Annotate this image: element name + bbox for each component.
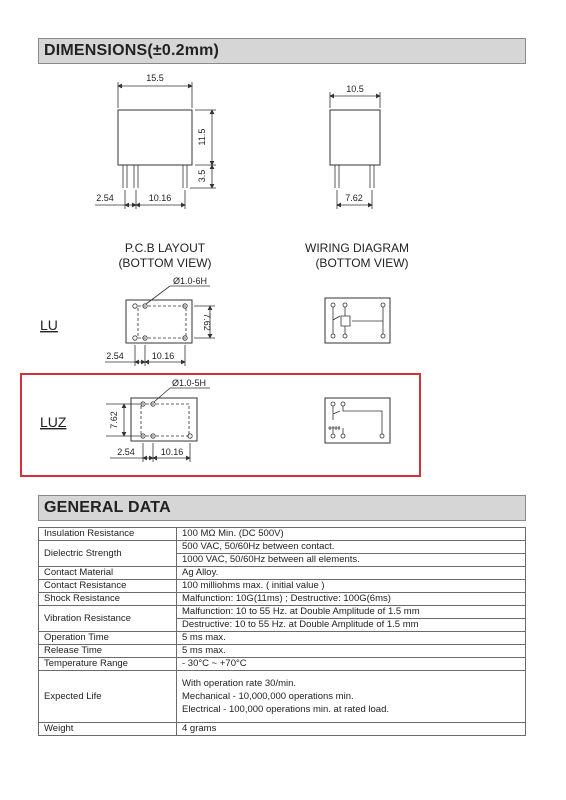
- table-row: [39, 632, 526, 645]
- wiring-diagram-title: WIRING DIAGRAM: [305, 241, 409, 255]
- luz-vert-label: 7.62: [109, 411, 119, 429]
- pcb-layout-title: P.C.B LAYOUT: [124, 241, 206, 255]
- spec-value: [177, 671, 526, 723]
- pcb-layout-subtitle: (BOTTOM VIEW): [118, 256, 212, 270]
- spec-value: [177, 593, 526, 606]
- spec-key: Release Time: [39, 645, 177, 658]
- table-row: [39, 658, 526, 671]
- spec-value-line: Destructive: 10 to 55 Hz. at Double Amplitude of 1.5 mm: [182, 619, 419, 630]
- table-row: [39, 580, 526, 593]
- lu-holes-label: Ø1.0-6H: [173, 276, 208, 286]
- spec-value-line: 100 milliohms max. ( initial value ): [182, 580, 325, 591]
- spec-key: Temperature Range: [39, 658, 177, 671]
- front-pitch1-label: 2.54: [96, 193, 114, 203]
- spec-value: [177, 723, 526, 736]
- spec-value: [177, 541, 526, 567]
- spec-key: Operation Time: [39, 632, 177, 645]
- spec-value: [177, 658, 526, 671]
- lu-label: LU: [40, 317, 58, 333]
- spec-value: [177, 632, 526, 645]
- spec-value-line: 100 MΩ Min. (DC 500V): [182, 528, 284, 539]
- spec-value: [177, 567, 526, 580]
- luz-holes-label: Ø1.0-5H: [172, 378, 207, 388]
- spec-key: Weight: [39, 723, 177, 736]
- spec-value-line: Electrical - 100,000 operations min. at rated load.: [182, 704, 390, 715]
- spec-value-line: Ag Alloy.: [182, 567, 219, 578]
- spec-value-line: 4 grams: [182, 723, 217, 734]
- table-row: [39, 541, 526, 567]
- table-row: [39, 723, 526, 736]
- table-row: [39, 593, 526, 606]
- spec-value: [177, 528, 526, 541]
- general-data-table: [38, 527, 526, 736]
- spec-value-line: 1000 VAC, 50/60Hz between all elements.: [182, 554, 360, 565]
- lu-pitch2-label: 10.16: [151, 351, 175, 361]
- spec-value: [177, 645, 526, 658]
- spec-value-line: Mechanical - 10,000,000 operations min.: [182, 691, 354, 702]
- side-pitch-label: 7.62: [345, 193, 363, 203]
- luz-pitch2-label: 10.16: [160, 447, 184, 457]
- luz-highlight-box: [20, 373, 421, 477]
- general-data-title: GENERAL DATA: [44, 499, 171, 516]
- spec-value-line: - 30°C ~ +70°C: [182, 658, 247, 669]
- spec-value-line: 5 ms max.: [182, 645, 226, 656]
- spec-value-line: Malfunction: 10 to 55 Hz. at Double Amplitude of 1.5 mm: [177, 606, 525, 619]
- front-pin-label: 3.5: [197, 169, 207, 183]
- wiring-diagram-subtitle: (BOTTOM VIEW): [315, 256, 409, 270]
- front-width-label: 15.5: [146, 73, 164, 83]
- spec-key: Contact Material: [39, 567, 177, 580]
- spec-value-line: Malfunction: 10G(11ms) ; Destructive: 100G(6ms): [182, 593, 391, 604]
- table-row: [39, 671, 526, 723]
- spec-value-line: 5 ms max.: [182, 632, 226, 643]
- spec-key: Dielectric Strength: [39, 541, 177, 567]
- table-row: [39, 645, 526, 658]
- table-row: [39, 528, 526, 541]
- table-row: [39, 567, 526, 580]
- lu-vert-label: 7.62: [202, 313, 212, 331]
- spec-value-line: With operation rate 30/min.: [182, 678, 297, 689]
- spec-value-line: 500 VAC, 50/60Hz between contact.: [177, 541, 525, 554]
- spec-key: Expected Life: [39, 671, 177, 723]
- luz-pitch1-label: 2.54: [117, 447, 135, 457]
- table-row: [39, 606, 526, 632]
- dimensions-title: DIMENSIONS(±0.2mm): [44, 42, 220, 59]
- spec-key: Vibration Resistance: [39, 606, 177, 632]
- spec-value: [177, 606, 526, 632]
- front-pitch2-label: 10.16: [148, 193, 172, 203]
- side-view: [330, 92, 380, 209]
- lu-wiring-diagram: [325, 298, 390, 343]
- front-height-label: 11.5: [197, 128, 207, 146]
- side-width-label: 10.5: [346, 84, 364, 94]
- spec-value: [177, 580, 526, 593]
- lu-pitch1-label: 2.54: [106, 351, 124, 361]
- general-data-header: [38, 495, 526, 521]
- spec-key: Insulation Resistance: [39, 528, 177, 541]
- luz-label: LUZ: [40, 414, 67, 430]
- spec-key: Shock Resistance: [39, 593, 177, 606]
- spec-key: Contact Resistance: [39, 580, 177, 593]
